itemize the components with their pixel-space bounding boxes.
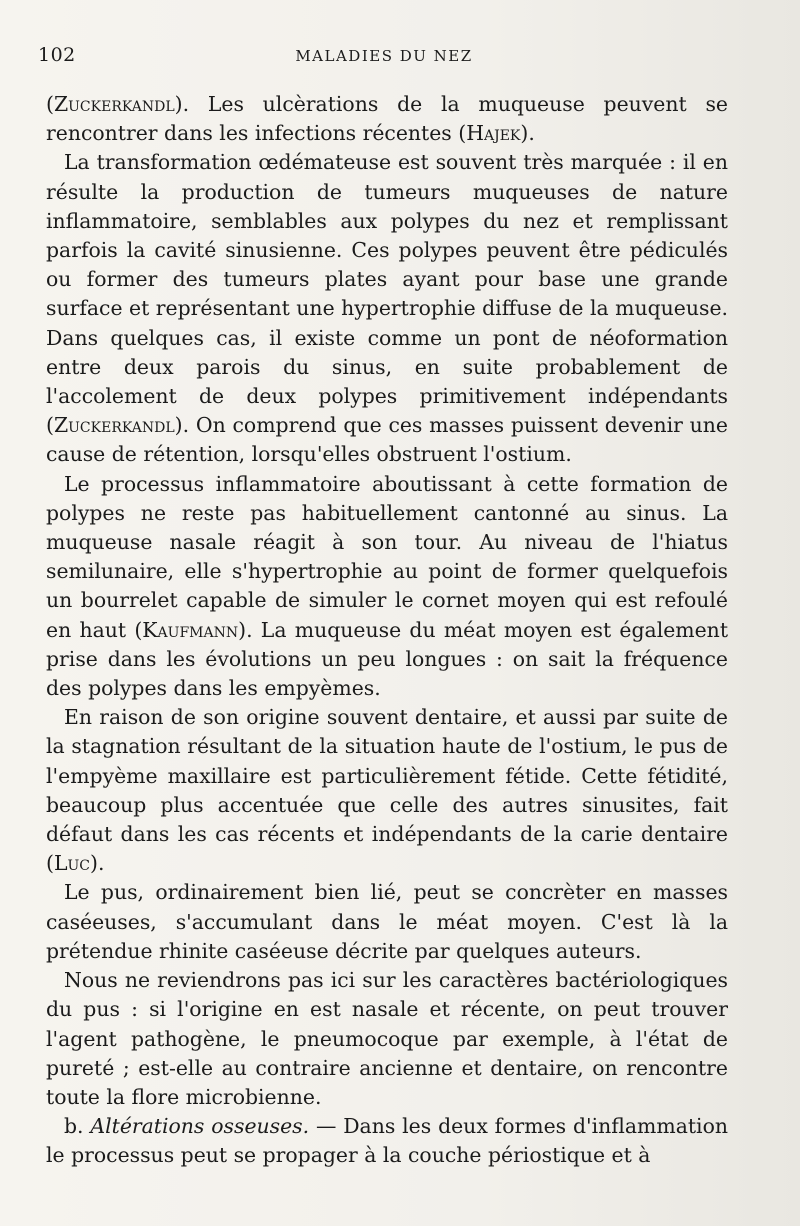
author-citation: Zuckerkandl: [53, 92, 175, 116]
text-run: — Dans les deux formes d'inflammation le processus peut se propager à la couche périostique et à: [46, 1114, 728, 1168]
text-run: Le pus, ordinairement bien lié, peut se concrèter en masses caséeuses, s'accumulant dans le méat moyen. C'est là la prétendue rhinite caséeuse décrite par quelques auteurs.: [46, 880, 728, 963]
page-header: [38, 44, 730, 74]
paragraph: [46, 703, 728, 878]
paragraph: [46, 966, 728, 1112]
running-title: MALADIES DU NEZ: [295, 47, 473, 65]
text-run: Le processus inflammatoire aboutissant à cette formation de polypes ne reste pas habituellement cantonné au sinus. La muqueuse nasale réagit à son tour. Au niveau de l'hiatus semilunaire, elle s'hypertrophie au point de former quelquefois un bourrelet capable de simuler le cornet moyen qui est refoulé en haut (: [46, 471, 728, 642]
author-citation: Zuckerkandl: [53, 413, 175, 438]
paragraph: [46, 148, 728, 469]
author-citation: Luc: [53, 851, 91, 876]
text-run: Nous ne reviendrons pas ici sur les caractères bactériologiques du pus : si l'origine en est nasale et récente, on peut trouver l'agent pathogène, le pneumocoque par exemple, à l'état de pureté ; est-elle au contraire ancienne et dentaire, on rencontre toute la flore microbienne.: [46, 968, 728, 1109]
text-run: ). La muqueuse du méat moyen est également prise dans les évolutions un peu longues : on sait la fréquence des polypes dans les empyèmes.: [46, 617, 729, 701]
body-text: [46, 90, 728, 1171]
text-run: ). On comprend que ces masses puissent devenir une cause de rétention, lorsqu'elles obstruent l'ostium.: [46, 413, 728, 467]
text-run: En raison de son origine souvent dentaire, et aussi par suite de la stagnation résultant de la situation haute de l'ostium, le pus de l'empyème maxillaire est particulièrement fétide. Cette fétidité, beaucoup plus accentuée que celle des autres sinusites, fait défaut dans les cas récents et indépendants de la carie dentaire (: [46, 705, 728, 876]
text-run: ).: [90, 851, 105, 876]
text-run: La transformation œdémateuse est souvent très marquée : il en résulte la production de tumeurs muqueuses de nature inflammatoire, semblables aux polypes du nez et remplissant parfois la cavité sinusienne. Ces polypes peuvent être pédiculés ou former des tumeurs plates ayant pour base une grande surface et représentant une hypertrophie diffuse de la muqueuse. Dans quelques cas, il existe comme un pont de néoformation entre deux parois du sinus, en suite probablement de l'accolement de deux polypes primitivement indépendants (: [46, 150, 728, 438]
paragraph: [46, 470, 728, 704]
paragraph: [46, 1112, 728, 1170]
author-citation: Kaufmann: [142, 617, 239, 642]
paragraph: [46, 878, 728, 966]
text-run: ).: [520, 121, 535, 146]
text-run: b.: [64, 1114, 91, 1139]
page-number: 102: [38, 44, 76, 66]
text-run: (: [46, 92, 54, 116]
section-heading-italic: Altérations osseuses.: [90, 1114, 310, 1139]
author-citation: Hajek: [466, 121, 521, 146]
text-run: ). Les ulcèrations de la muqueuse peuvent se rencontrer dans les infections récentes (: [46, 92, 728, 146]
paragraph: [46, 90, 728, 148]
